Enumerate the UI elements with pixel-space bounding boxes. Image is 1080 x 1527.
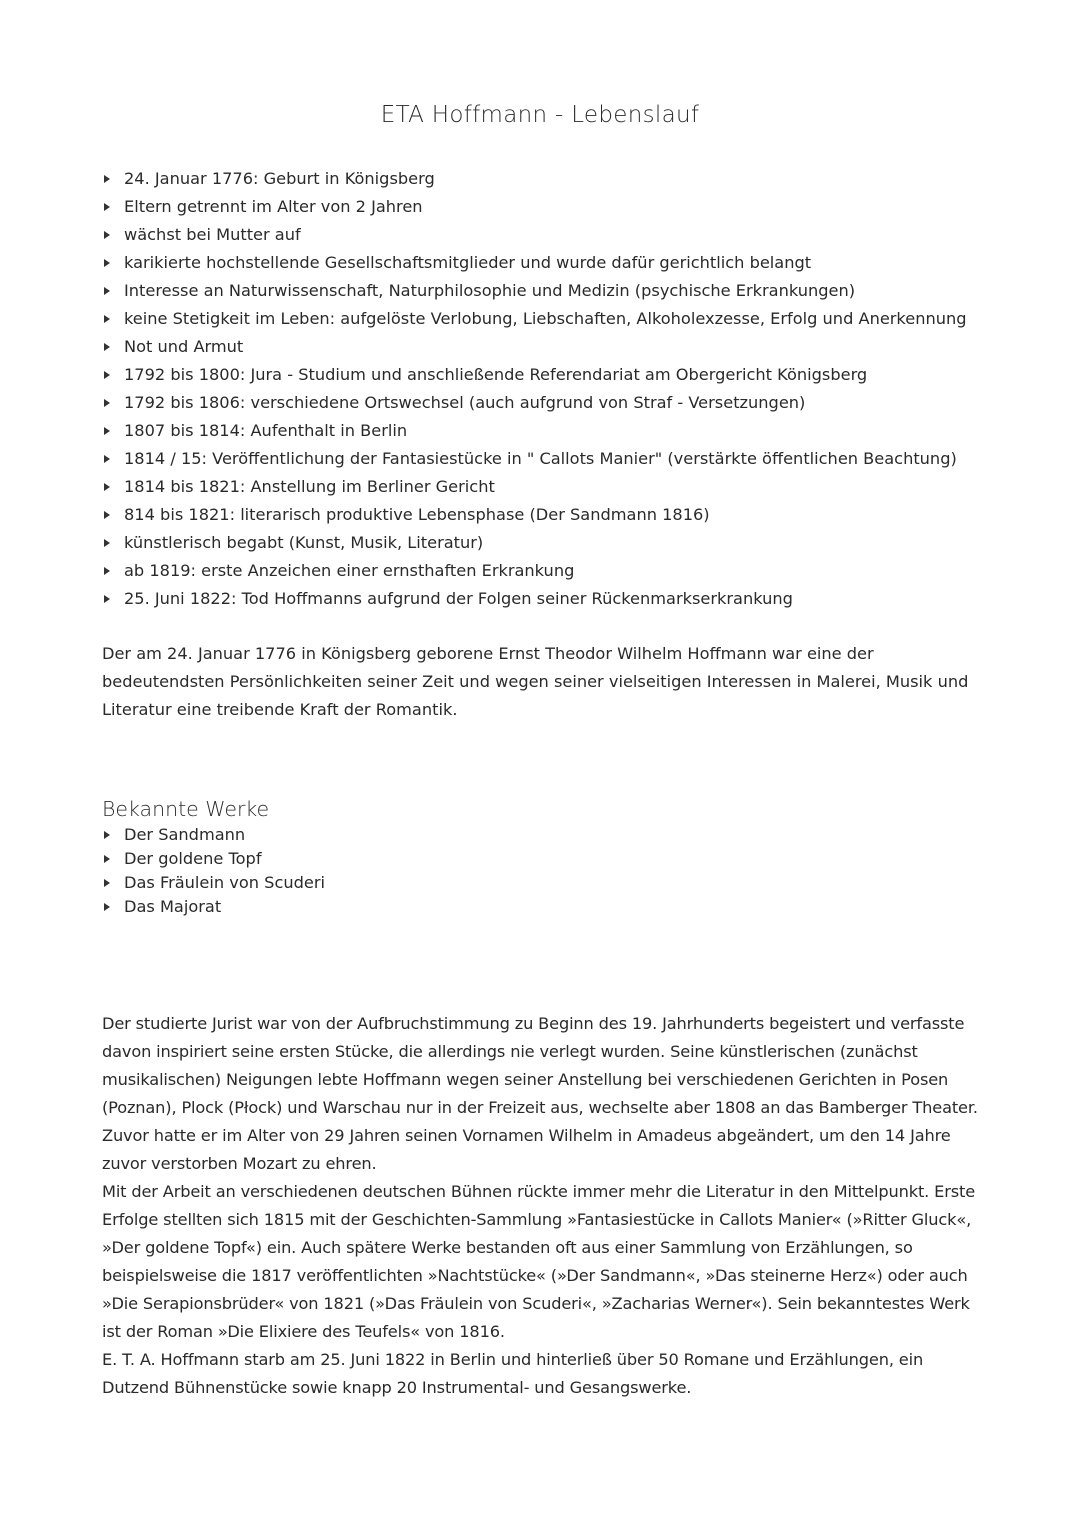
bullet-triangle-icon (104, 175, 110, 183)
works-list (104, 823, 1004, 919)
list-item: 1807 bis 1814: Aufenthalt in Berlin (104, 417, 1004, 445)
intro-paragraph: Der am 24. Januar 1776 in Königsberg geborene Ernst Theodor Wilhelm Hoffmann war eine der bedeutendsten Persönlichkeiten seiner Zeit und wegen seiner vielseitigen Interessen in Malerei, Musik und Literatur eine treibende Kraft der Romantik. (102, 644, 969, 719)
list-item: künstlerisch begabt (Kunst, Musik, Literatur) (104, 529, 1004, 557)
bio-sentence-block: E. T. A. Hoffmann starb am 25. Juni 1822 in Berlin und hinterließ über 50 Romane und Erzählungen, ein Dutzend Bühnenstücke sowie knapp 20 Instrumental- und Gesangswerke. (102, 1350, 924, 1397)
list-item: 24. Januar 1776: Geburt in Königsberg (104, 165, 1004, 193)
list-item: 1792 bis 1806: verschiedene Ortswechsel (auch aufgrund von Straf - Versetzungen) (104, 389, 1004, 417)
bullet-triangle-icon (104, 903, 110, 911)
bullet-triangle-icon (104, 455, 110, 463)
bullet-triangle-icon (104, 595, 110, 603)
list-item: Das Fräulein von Scuderi (104, 871, 1004, 895)
bio-sentence-block: Der studierte Jurist war von der Aufbruchstimmung zu Beginn des 19. Jahrhunderts begeistert und verfasste davon inspiriert seine ersten Stücke, die allerdings nie verlegt wurden. Seine künstlerischen (zunächst musikalischen) Neigungen lebte Hoffmann wegen seiner Anstellung bei verschiedenen Gerichten in Posen (Poznan), Plock (Płock) und Warschau nur in der Freizeit aus, wechselte aber 1808 an das Bamberger Theater. Zuvor hatte er im Alter von 29 Jahren seinen Vornamen Wilhelm in Amadeus abgeändert, um den 14 Jahre zuvor verstorben Mozart zu ehren. (102, 1014, 978, 1173)
list-item: 1814 bis 1821: Anstellung im Berliner Gericht (104, 473, 1004, 501)
bullet-triangle-icon (104, 483, 110, 491)
list-item: Eltern getrennt im Alter von 2 Jahren (104, 193, 1004, 221)
list-item: Das Majorat (104, 895, 1004, 919)
bullet-triangle-icon (104, 879, 110, 887)
bio-paragraph (102, 1010, 982, 1402)
bullet-triangle-icon (104, 855, 110, 863)
list-item: Not und Armut (104, 333, 1004, 361)
list-item: karikierte hochstellende Gesellschaftsmitglieder und wurde dafür gerichtlich belangt (104, 249, 1004, 277)
bullet-triangle-icon (104, 315, 110, 323)
bullet-triangle-icon (104, 539, 110, 547)
bullet-triangle-icon (104, 427, 110, 435)
list-item: 814 bis 1821: literarisch produktive Lebensphase (Der Sandmann 1816) (104, 501, 1004, 529)
list-item: 25. Juni 1822: Tod Hoffmanns aufgrund der Folgen seiner Rückenmarkserkrankung (104, 585, 1004, 613)
list-item: Der Sandmann (104, 823, 1004, 847)
bio-sentence-block: Mit der Arbeit an verschiedenen deutschen Bühnen rückte immer mehr die Literatur in den Mittelpunkt. Erste Erfolge stellten sich 1815 mit der Geschichten-Sammlung »Fantasiestücke in Callots Manier« (»Ritter Gluck«, »Der goldene Topf«) ein. Auch spätere Werke bestanden oft aus einer Sammlung von Erzählungen, so beispielsweise die 1817 veröffentlichten »Nachtstücke« (»Der Sandmann«, »Das steinerne Herz«) oder auch »Die Serapionsbrüder« von 1821 (»Das Fräulein von Scuderi«, »Zacharias Werner«). Sein bekanntestes Werk ist der Roman »Die Elixiere des Teufels« von 1816. (102, 1182, 976, 1341)
bullet-triangle-icon (104, 231, 110, 239)
list-item: Der goldene Topf (104, 847, 1004, 871)
works-heading: Bekannte Werke (102, 797, 270, 821)
page-title: ETA Hoffmann - Lebenslauf (380, 102, 700, 128)
list-item: 1814 / 15: Veröffentlichung der Fantasiestücke in " Callots Manier" (verstärkte öffentlichen Beachtung) (104, 445, 1004, 473)
list-item: Interesse an Naturwissenschaft, Naturphilosophie und Medizin (psychische Erkrankungen) (104, 277, 1004, 305)
list-item: keine Stetigkeit im Leben: aufgelöste Verlobung, Liebschaften, Alkoholexzesse, Erfolg und Anerkennung (104, 305, 1004, 333)
list-item: wächst bei Mutter auf (104, 221, 1004, 249)
bullet-triangle-icon (104, 287, 110, 295)
bullet-triangle-icon (104, 831, 110, 839)
bullet-triangle-icon (104, 567, 110, 575)
bullet-triangle-icon (104, 511, 110, 519)
bullet-triangle-icon (104, 259, 110, 267)
timeline-list (104, 165, 1004, 613)
list-item: ab 1819: erste Anzeichen einer ernsthaften Erkrankung (104, 557, 1004, 585)
bullet-triangle-icon (104, 203, 110, 211)
bullet-triangle-icon (104, 343, 110, 351)
bullet-triangle-icon (104, 399, 110, 407)
bullet-triangle-icon (104, 371, 110, 379)
list-item: 1792 bis 1800: Jura - Studium und anschließende Referendariat am Obergericht Königsberg (104, 361, 1004, 389)
